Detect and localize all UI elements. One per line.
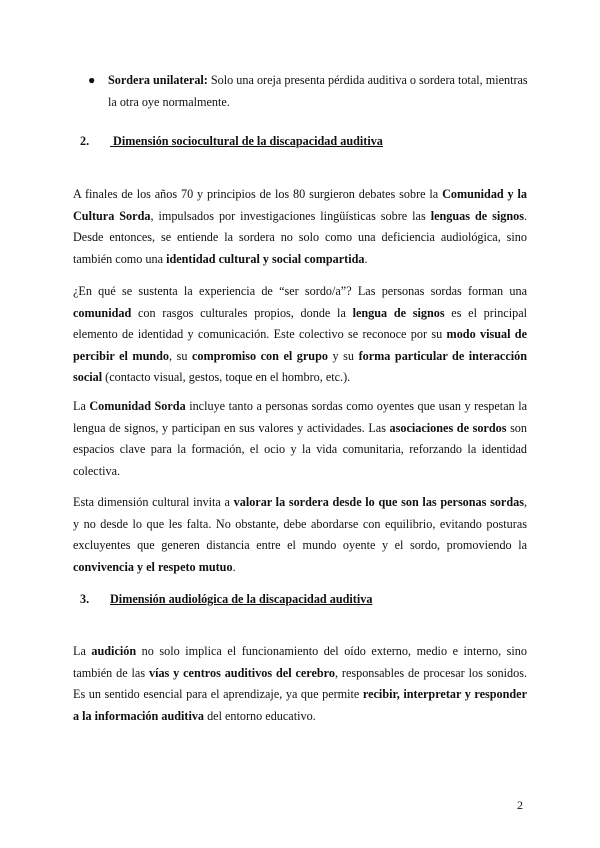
text: y su xyxy=(327,348,359,363)
bold-text: modo visual de percibir el mundo xyxy=(73,327,527,363)
text: , impulsados por investigaciones lingüísticas sobre las xyxy=(150,208,431,223)
section-number: 3. xyxy=(80,592,90,606)
text: , responsables de procesar los sonidos. Es un sentido esencial para el aprendizaje, ya que permite xyxy=(73,665,527,701)
paragraph-comunidad-sorda xyxy=(73,396,527,482)
section-heading-3 xyxy=(80,592,372,607)
bold-text: Comunidad Sorda xyxy=(89,399,186,413)
text: La xyxy=(73,644,92,658)
text: . Desde entonces, se entiende la sordera no solo como una deficiencia audiológica, sino también como una xyxy=(73,208,527,266)
bold-text: forma particular de interacción social xyxy=(73,348,527,384)
bold-text: asociaciones de sordos xyxy=(389,420,507,435)
bold-text: valorar la sordera desde lo que son las personas sordas xyxy=(233,495,524,509)
bold-text: audición xyxy=(91,644,137,658)
bold-text: identidad cultural y social compartida xyxy=(166,251,365,266)
bullet-term: Sordera unilateral: xyxy=(108,73,208,87)
text: del entorno educativo. xyxy=(204,708,316,723)
paragraph-dimension-cultural xyxy=(73,492,527,578)
bold-text: Comunidad y la Cultura Sorda xyxy=(73,187,527,223)
text: ¿En qué se sustenta la experiencia de “ser sordo/a”? Las personas sordas forman una xyxy=(73,284,527,298)
section-title: Dimensión audiológica de la discapacidad auditiva xyxy=(110,592,373,606)
paragraph-comunidad-cultura xyxy=(73,184,527,270)
text: es el principal elemento de identidad y comunicación. Este colectivo se reconoce por su xyxy=(73,305,527,341)
text: incluye tanto a personas sordas como oyentes que usan y respetan la lengua de signos, y participan en sus valores y actividades. Las xyxy=(73,399,528,435)
bold-text: compromiso con el grupo xyxy=(191,348,328,363)
bold-text: convivencia y el respeto mutuo xyxy=(73,559,233,574)
text: . xyxy=(364,251,368,266)
text: son espacios clave para la formación, el ocio y la vida comunitaria, reforzando la identidad colectiva. xyxy=(73,420,527,478)
bullet-dot-icon: ● xyxy=(88,73,96,87)
text: Esta dimensión cultural invita a xyxy=(73,495,234,509)
text: . xyxy=(232,559,236,574)
section-heading-2 xyxy=(80,134,383,149)
text: (contacto visual, gestos, toque en el hombro, etc.). xyxy=(102,370,351,384)
page-number: 2 xyxy=(517,798,523,812)
text: , su xyxy=(169,348,192,363)
bold-text: lenguas de signos xyxy=(430,208,524,223)
text: con rasgos culturales propios, donde la xyxy=(131,305,353,320)
paragraph-audicion xyxy=(73,641,527,727)
bullet-text xyxy=(108,69,528,113)
text: , y no desde lo que les falta. No obstante, debe abordarse con equilibrio, evitando posturas excluyentes que generen distancia entre el mundo oyente y el sordo, promoviendo la xyxy=(73,495,527,552)
bold-text: comunidad xyxy=(73,305,132,320)
section-title: Dimensión sociocultural de la discapacidad auditiva xyxy=(110,134,383,148)
bullet-description: Solo una oreja presenta pérdida auditiva o sordera total, mientras la otra oye normalmente. xyxy=(108,73,528,109)
paragraph-ser-sordo xyxy=(73,281,527,389)
text: A finales de los años 70 y principios de los 80 surgieron debates sobre la xyxy=(73,187,443,201)
text: La xyxy=(73,399,90,413)
bold-text: vías y centros auditivos del cerebro xyxy=(148,665,335,680)
bold-text: lengua de signos xyxy=(352,305,445,320)
text: no solo implica el funcionamiento del oído externo, medio e interno, sino también de las xyxy=(73,644,527,680)
bold-text: recibir, interpretar y responder a la información auditiva xyxy=(73,687,527,723)
section-number: 2. xyxy=(80,134,90,148)
